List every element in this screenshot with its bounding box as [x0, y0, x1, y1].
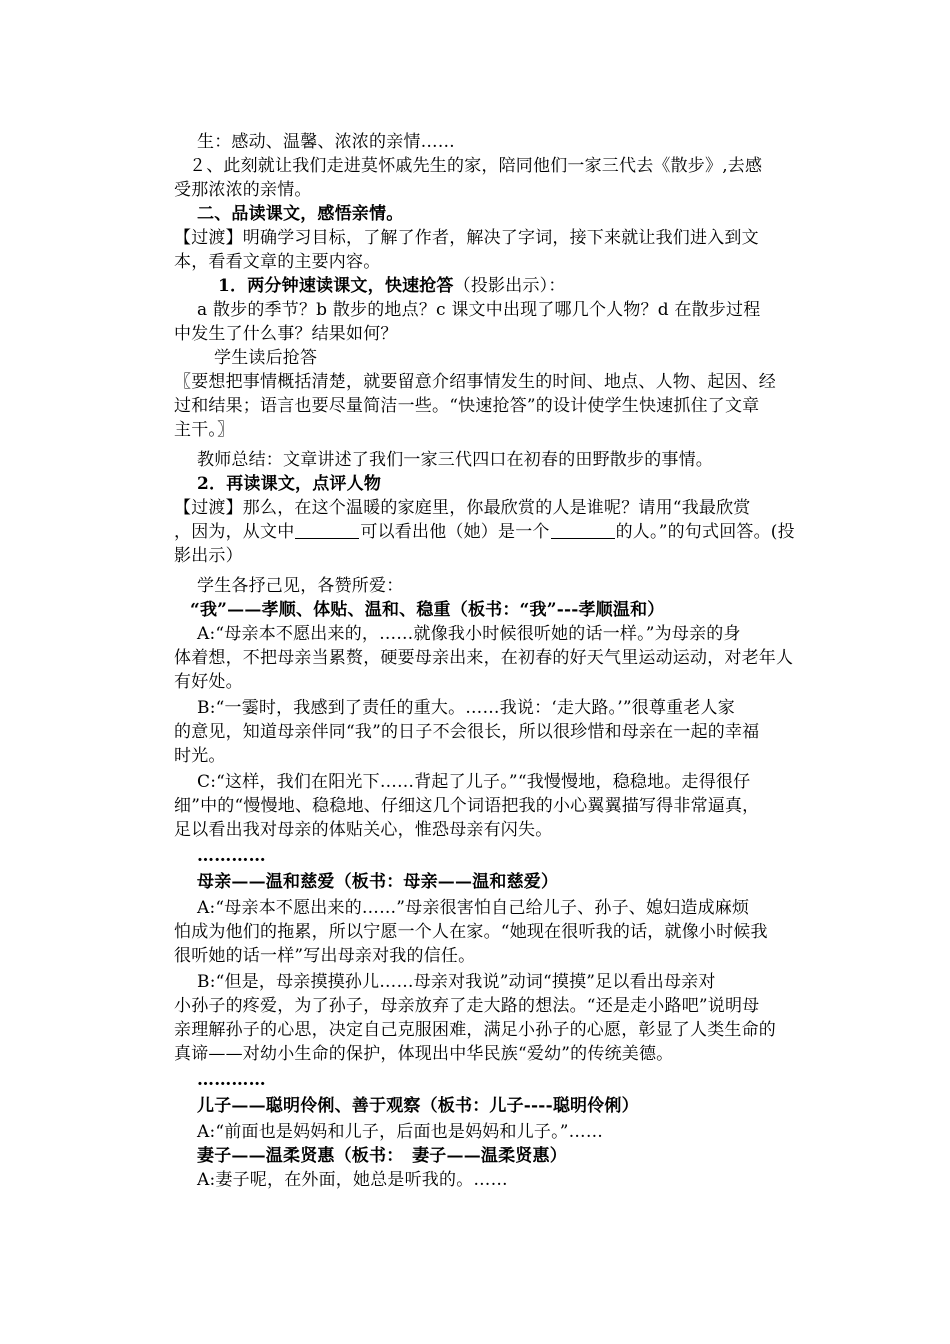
paragraph-line: 【过渡】明确学习目标，了解了作者，解决了字词，接下来就让我们进入到文: [174, 228, 759, 248]
paragraph-line: B:“一霎时，我感到了责任的重大。……我说：‘走大路。’”很尊重老人家: [197, 698, 735, 718]
text-fragment: ，因为，从文中: [174, 522, 295, 542]
paragraph-line: A:“母亲本不愿出来的……”母亲很害怕自己给儿子、孙子、媳妇造成麻烦: [197, 898, 750, 918]
section-heading: 二、品读课文，感悟亲情。: [197, 204, 404, 224]
character-heading: 儿子——聪明伶俐、善于观察（板书：儿子----聪明伶俐）: [197, 1096, 639, 1116]
paragraph-line: 足以看出我对母亲的体贴关心，惟恐母亲有闪失。: [174, 820, 553, 840]
paragraph-line: [174, 520, 814, 544]
paragraph-line: 学生读后抢答: [214, 348, 318, 368]
subsection-heading: [218, 274, 858, 298]
ellipsis: …………: [197, 846, 266, 866]
paragraph-line: A:“前面也是妈妈和儿子，后面也是妈妈和儿子。”……: [197, 1122, 604, 1142]
character-heading: 母亲——温和慈爱（板书：母亲——温和慈爱）: [197, 872, 559, 892]
paragraph-line: A:妻子呢，在外面，她总是听我的。……: [197, 1170, 508, 1190]
paragraph-line: 〖要想把事情概括清楚，就要留意介绍事情发生的时间、地点、人物、起因、经: [174, 372, 776, 392]
paragraph-line: 受那浓浓的亲情。: [174, 180, 312, 200]
paragraph-line: 的意见，知道母亲伴同“我”的日子不会很长，所以很珍惜和母亲在一起的幸福: [174, 722, 760, 742]
character-heading: 妻子——温柔贤惠（板书： 妻子——温柔贤惠）: [197, 1146, 567, 1166]
subsection-heading-text: 1．两分钟速读课文，快速抢答: [218, 276, 454, 296]
paragraph-line: 中发生了什么事？结果如何？: [174, 324, 398, 344]
paragraph-line: C:“这样，我们在阳光下……背起了儿子。”“我慢慢地，稳稳地。走得很仔: [197, 772, 751, 792]
paragraph-line: 很听她的话一样”写出母亲对我的信任。: [174, 946, 476, 966]
paragraph-line: a 散步的季节？b 散步的地点？c 课文中出现了哪几个人物？d 在散步过程: [197, 300, 761, 320]
paragraph-line: 有好处。: [174, 672, 243, 692]
paragraph-line: 时光。: [174, 746, 226, 766]
paragraph-line: 学生各抒己见，各赞所爱：: [197, 576, 404, 596]
paragraph-line: 细”中的“慢慢地、稳稳地、仔细这几个词语把我的小心翼翼描写得非常逼真，: [174, 796, 760, 816]
fill-in-blank: [551, 522, 615, 539]
paragraph-line: 真谛——对幼小生命的保护，体现出中华民族“爱幼”的传统美德。: [174, 1044, 674, 1064]
fill-in-blank: [295, 522, 359, 539]
text-fragment: 的人。”的句式回答。(投: [615, 522, 795, 542]
paragraph-line: ２、此刻就让我们走进莫怀戚先生的家，陪同他们一家三代去《散步》,去感: [189, 156, 763, 176]
paragraph-line: 主干。〗: [174, 420, 235, 440]
text-fragment: 可以看出他（她）是一个: [360, 522, 550, 542]
paragraph-line: 影出示）: [174, 546, 243, 566]
paragraph-line: A:“母亲本不愿出来的，……就像我小时候很听她的话一样。”为母亲的身: [197, 624, 741, 644]
subsection-heading: 2．再读课文，点评人物: [197, 474, 382, 494]
ellipsis: …………: [197, 1070, 266, 1090]
paragraph-line: 体着想，不把母亲当累赘，硬要母亲出来，在初春的好天气里运动运动，对老年人: [174, 648, 794, 668]
paragraph-line: 亲理解孙子的心思，决定自己克服困难，满足小孙子的心愿，彰显了人类生命的: [174, 1020, 776, 1040]
paragraph-line: 教师总结：文章讲述了我们一家三代四口在初春的田野散步的事情。: [197, 450, 713, 470]
paragraph-line: 过和结果；语言也要尽量简洁一些。“快速抢答”的设计使学生快速抓住了文章: [174, 396, 760, 416]
paragraph-line: 小孙子的疼爱，为了孙子，母亲放弃了走大路的想法。“还是走小路吧”说明母: [174, 996, 760, 1016]
character-heading: “我”——孝顺、体贴、温和、稳重（板书：“我”---孝顺温和）: [190, 600, 665, 620]
paragraph-line: 生：感动、温馨、浓浓的亲情……: [197, 132, 455, 152]
projection-note: （投影出示）：: [453, 276, 566, 296]
paragraph-line: 怕成为他们的拖累，所以宁愿一个人在家。“她现在很听我的话，就像小时候我: [174, 922, 768, 942]
paragraph-line: B:“但是，母亲摸摸孙儿……母亲对我说”动词“摸摸”足以看出母亲对: [197, 972, 716, 992]
paragraph-line: 【过渡】那么，在这个温暖的家庭里，你最欣赏的人是谁呢？请用“我最欣赏: [174, 498, 751, 518]
paragraph-line: 本，看看文章的主要内容。: [174, 252, 381, 272]
